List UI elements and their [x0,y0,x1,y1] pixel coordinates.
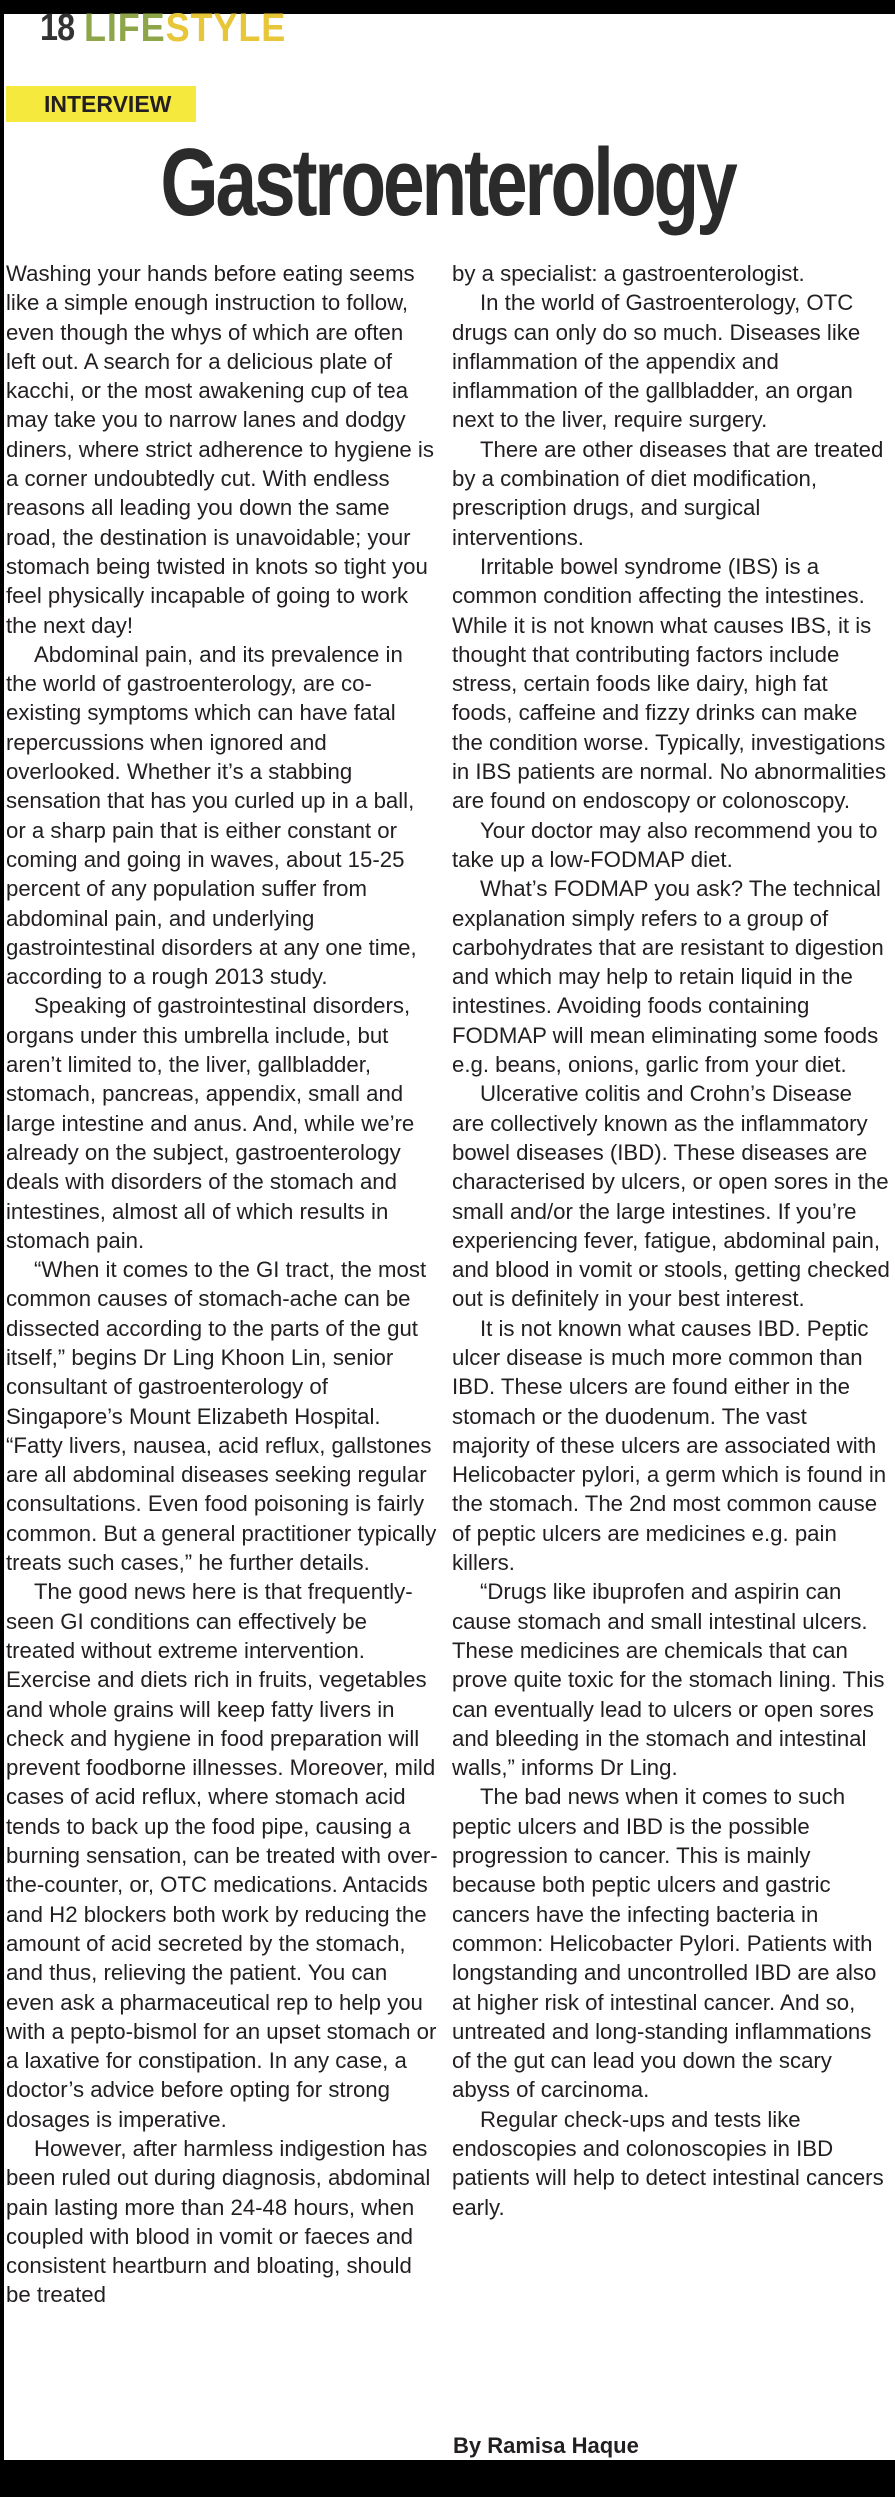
interview-tag: INTERVIEW [6,86,196,122]
paragraph: Your doctor may also recommend you to take up a low-FODMAP diet. [452,817,878,872]
paragraph: There are other diseases that are treated by a combination of diet modification, prescription drugs, and surgical interventions. [452,436,884,550]
paragraph: Abdominal pain, and its prevalence in the world of gastroenterology, are co-existing symptoms which can have fatal repercussions when ignored and overlooked. Whether it’s a stabbing sensation that has you curled up in a ball, or a sharp pain that is either constant or coming and going in waves, about 15-25 percent of any population suffer from abdominal pain, and underlying gastrointestinal disorders at any one time, according to a rough 2013 study. [6,641,417,990]
article-right-column [452,259,890,2222]
paragraph: However, after harmless indigestion has been ruled out during diagnosis, abdominal pain lasting more than 24-48 hours, when coupled with blood in vomit or faeces and consistent heartburn and bloating, should be treated [6,2136,431,2308]
author-byline: By Ramisa Haque [453,2433,639,2458]
paragraph: Regular check-ups and tests like endoscopies and colonoscopies in IBD patients will help to detect intestinal cancers early. [452,2106,884,2220]
section-name-life: LIFE [84,6,166,50]
article-title: Gastroenterology [160,129,735,236]
section-name [84,6,286,50]
paragraph: “When it comes to the GI tract, the most common causes of stomach-ache can be dissected according to the parts of the gut itself,” begins Dr Ling Khoon Lin, senior consultant of gastroenterology of Singapore’s Mount Elizabeth Hospital. “Fatty livers, nausea, acid reflux, gallstones are all abdominal diseases seeking regular consultations. Even food poisoning is fairly common. But a general practitioner typically treats such cases,” he further details. [6,1257,437,1576]
paragraph: Ulcerative colitis and Crohn’s Disease are collectively known as the inflammatory bowel diseases (IBD). These diseases are characterised by ulcers, or open sores in the small and/or the large intestines. If you’re experiencing fever, fatigue, abdominal pain, and blood in vomit or stools, getting checked out is definitely in your best interest. [452,1081,890,1312]
paragraph: Washing your hands before eating seems like a simple enough instruction to follow, even though the whys of which are often left out. A search for a delicious plate of kacchi, or the most awakening cup of tea may take you to narrow lanes and dodgy diners, where strict adherence to hygiene is a corner undoubtedly cut. With endless reasons all leading you down the same road, the destination is unavoidable; your stomach being twisted in knots so tight you feel physically incapable of going to work the next day! [6,261,434,638]
article-left-column [6,259,438,2310]
paragraph: Irritable bowel syndrome (IBS) is a common condition affecting the intestines. While it is not known what causes IBS, it is thought that contributing factors include stress, certain foods like dairy, high fat foods, caffeine and fizzy drinks can make the condition worse. Typically, investigations in IBS patients are normal. No abnormalities are found on endoscopy or colonoscopy. [452,553,887,814]
paragraph: by a specialist: a gastroenterologist. [452,261,805,286]
page-number: 18 [40,7,75,49]
paragraph: The good news here is that frequently-seen GI conditions can effectively be treated without extreme intervention. Exercise and diets rich in fruits, vegetables and whole grains will keep fatty livers in check and hygiene in food preparation will prevent foodborne illnesses. Moreover, mild cases of acid reflux, where stomach acid tends to back up the food pipe, causing a burning sensation, can be treated with over-the-counter, or, OTC medications. Antacids and H2 blockers both work by reducing the amount of acid secreted by the stomach, and thus, relieving the patient. You can even ask a pharmaceutical rep to help you with a pepto-bismol for an upset stomach or a laxative for constipation. In any case, a doctor’s advice before opting for strong dosages is imperative. [6,1579,438,2132]
section-name-style: STYLE [165,6,287,50]
paragraph: Speaking of gastrointestinal disorders, organs under this umbrella include, but aren’t limited to, the liver, gallbladder, stomach, pancreas, appendix, small and large intestine and anus. And, while we’re already on the subject, gastroenterology deals with disorders of the stomach and intestines, almost all of which results in stomach pain. [6,993,415,1253]
paragraph: What’s FODMAP you ask? The technical explanation simply refers to a group of carbohydrates that are resistant to digestion and which may help to retain liquid in the intestines. Avoiding foods containing FODMAP will mean eliminating some foods e.g. beans, onions, garlic from your diet. [452,876,884,1078]
page-header [40,6,309,50]
paragraph: “Drugs like ibuprofen and aspirin can cause stomach and small intestinal ulcers. These medicines are chemicals that can prove quite toxic for the stomach lining. This can eventually lead to ulcers or open sores and bleeding in the stomach and intestinal walls,” informs Dr Ling. [452,1579,885,1781]
paragraph: The bad news when it comes to such peptic ulcers and IBD is the possible progression to cancer. This is mainly because both peptic ulcers and gastric cancers have the infecting bacteria in common: Helicobacter Pylori. Patients with longstanding and uncontrolled IBD are also at higher risk of intestinal cancer. And so, untreated and long-standing inflammations of the gut can lead you down the scary abyss of carcinoma. [452,1784,877,2103]
paragraph: In the world of Gastroenterology, OTC drugs can only do so much. Diseases like inflammation of the appendix and inflammation of the gallbladder, an organ next to the liver, require surgery. [452,290,861,433]
paragraph: It is not known what causes IBD. Peptic ulcer disease is much more common than IBD. These ulcers are found either in the stomach or the duodenum. The vast majority of these ulcers are associated with Helicobacter pylori, a germ which is found in the stomach. The 2nd most common cause of peptic ulcers are medicines e.g. pain killers. [452,1315,887,1576]
